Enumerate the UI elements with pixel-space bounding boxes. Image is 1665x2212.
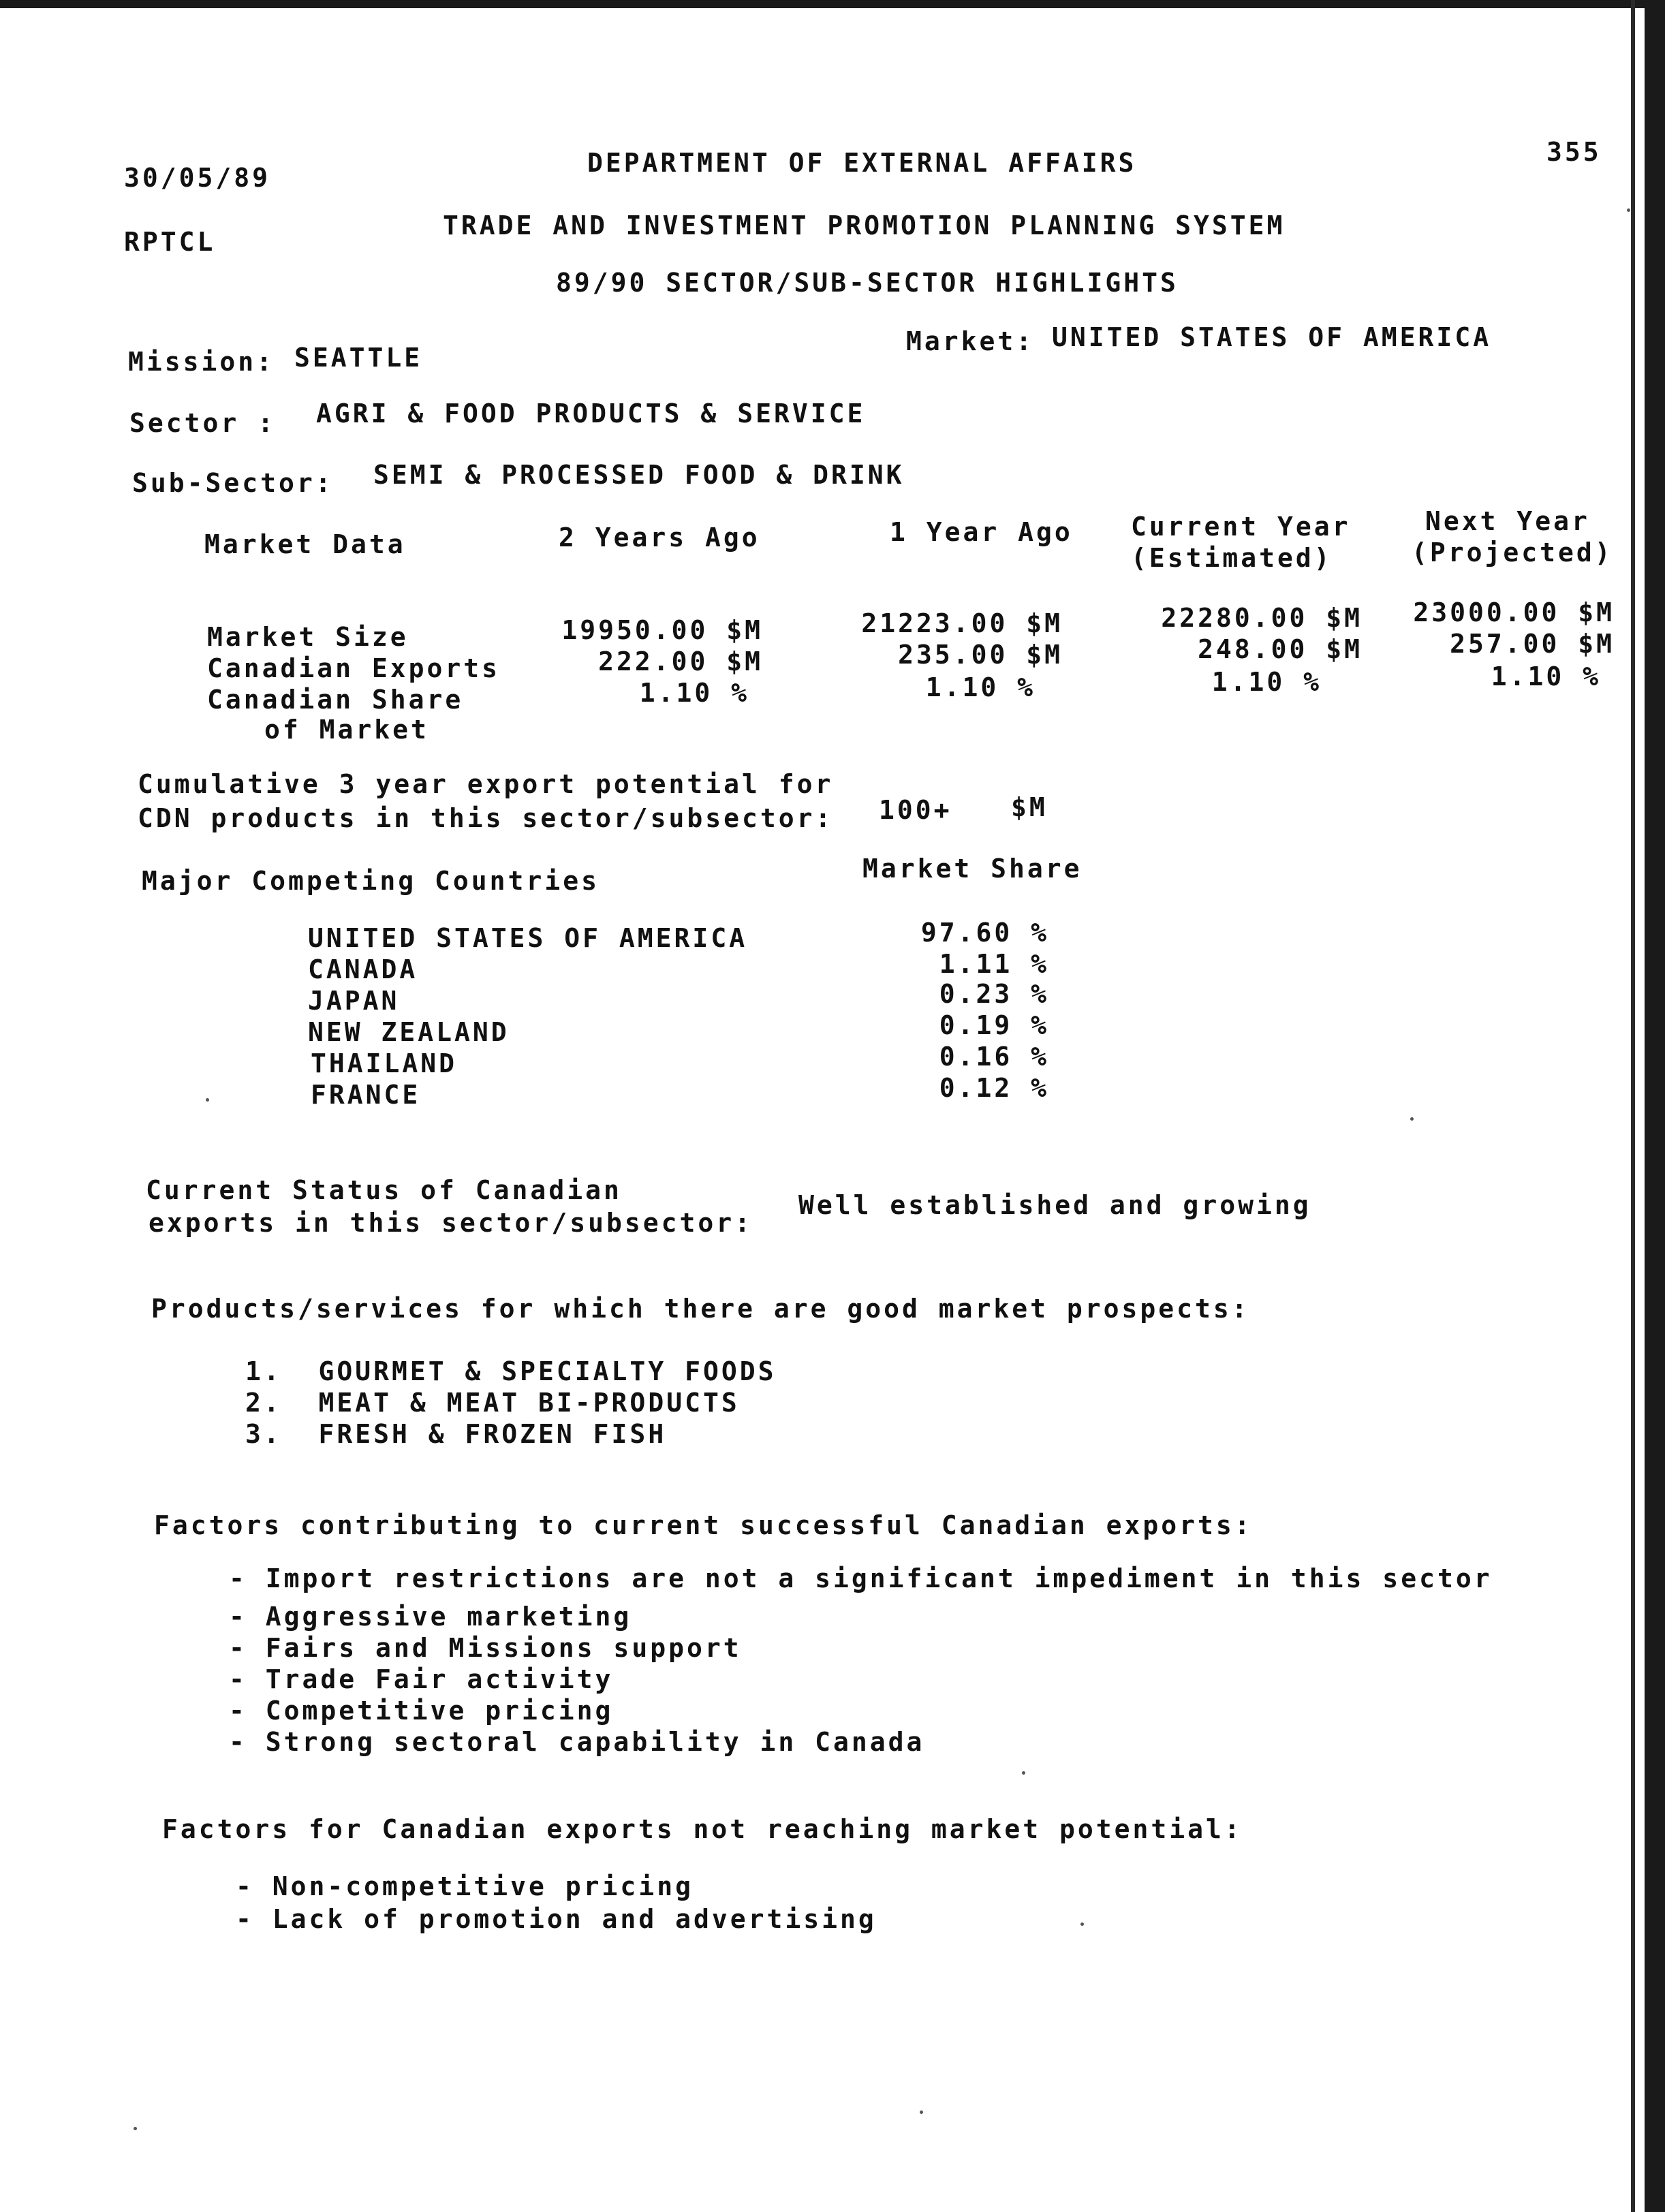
competitor-country: THAILAND — [311, 1048, 458, 1078]
competitor-share: 0.23 % — [939, 979, 1049, 1009]
barrier-factors-heading: Factors for Canadian exports not reaching market potential: — [162, 1814, 1243, 1844]
competitor-country: CANADA — [308, 954, 418, 984]
share-1-year-ago: 1.10 % — [925, 672, 1036, 702]
department-title: DEPARTMENT OF EXTERNAL AFFAIRS — [587, 148, 1137, 178]
row-label-canadian-share: Canadian Share — [207, 685, 464, 715]
potential-line-2: CDN products in this sector/subsector: — [138, 803, 834, 833]
report-title: 89/90 SECTOR/SUB-SECTOR HIGHLIGHTS — [556, 268, 1179, 298]
col-header-projected: (Projected) — [1412, 538, 1613, 567]
competitor-share: 0.19 % — [939, 1010, 1049, 1040]
scan-speck — [206, 1098, 209, 1102]
scan-speck — [1627, 208, 1630, 212]
row-label-of-market: of Market — [264, 715, 429, 745]
market-share-header: Market Share — [862, 854, 1083, 884]
scan-speck — [134, 2127, 137, 2130]
status-line-2: exports in this sector/subsector: — [149, 1208, 753, 1238]
competitor-country: NEW ZEALAND — [308, 1017, 510, 1047]
market-size-current-year: 22280.00 $M — [1161, 603, 1363, 633]
col-header-1-year-ago: 1 Year Ago — [890, 517, 1073, 547]
success-factor-item: - Competitive pricing — [229, 1696, 614, 1726]
system-title: TRADE AND INVESTMENT PROMOTION PLANNING SYSTEM — [443, 211, 1286, 240]
prospect-item: 2. MEAT & MEAT BI-PRODUCTS — [245, 1388, 740, 1418]
competitor-country: UNITED STATES OF AMERICA — [308, 923, 748, 953]
col-header-2-years-ago: 2 Years Ago — [559, 523, 760, 552]
scan-speck — [1080, 1922, 1084, 1926]
share-current-year: 1.10 % — [1211, 667, 1322, 697]
success-factor-item: - Fairs and Missions support — [229, 1633, 742, 1663]
prospect-item: 3. FRESH & FROZEN FISH — [245, 1419, 667, 1449]
success-factor-item: - Import restrictions are not a significant impediment in this sector — [229, 1563, 1493, 1593]
potential-line-1: Cumulative 3 year export potential for — [138, 769, 834, 799]
market-label: Market: — [906, 326, 1035, 356]
status-line-1: Current Status of Canadian — [146, 1175, 622, 1205]
sector-value: AGRI & FOOD PRODUCTS & SERVICE — [316, 399, 866, 429]
competitor-country: JAPAN — [308, 986, 400, 1016]
success-factor-item: - Strong sectoral capability in Canada — [229, 1727, 925, 1757]
competitor-share: 97.60 % — [920, 918, 1049, 948]
col-header-estimated: (Estimated) — [1131, 543, 1333, 573]
exports-2-years-ago: 222.00 $M — [598, 647, 763, 676]
competitor-share: 1.11 % — [939, 949, 1049, 979]
exports-next-year: 257.00 $M — [1450, 629, 1615, 659]
prospects-heading: Products/services for which there are good market prospects: — [151, 1294, 1250, 1324]
row-label-market-size: Market Size — [207, 622, 409, 652]
sector-label: Sector : — [129, 408, 277, 438]
market-size-2-years-ago: 19950.00 $M — [561, 615, 763, 645]
share-next-year: 1.10 % — [1491, 661, 1601, 691]
col-header-next-year: Next Year — [1425, 506, 1590, 536]
competitor-country: FRANCE — [311, 1080, 421, 1110]
prospect-item: 1. GOURMET & SPECIALTY FOODS — [245, 1356, 777, 1386]
barrier-factor-item: - Lack of promotion and advertising — [236, 1904, 877, 1934]
page-number: 355 — [1546, 137, 1602, 167]
potential-unit: $M — [1011, 792, 1048, 822]
row-label-canadian-exports: Canadian Exports — [207, 653, 501, 683]
report-code: RPTCL — [124, 227, 216, 257]
subsector-label: Sub-Sector: — [132, 468, 334, 498]
col-header-market-data: Market Data — [204, 529, 406, 559]
col-header-current-year: Current Year — [1131, 512, 1351, 542]
scan-speck — [1410, 1117, 1414, 1121]
success-factor-item: - Trade Fair activity — [229, 1664, 614, 1694]
exports-1-year-ago: 235.00 $M — [898, 640, 1063, 670]
status-value: Well established and growing — [798, 1190, 1311, 1220]
barrier-factor-item: - Non-competitive pricing — [236, 1871, 694, 1901]
success-factor-item: - Aggressive marketing — [229, 1602, 632, 1632]
scan-top-edge — [0, 0, 1665, 8]
success-factors-heading: Factors contributing to current successful Canadian exports: — [154, 1510, 1253, 1540]
market-value: UNITED STATES OF AMERICA — [1052, 322, 1492, 352]
competitor-share: 0.16 % — [939, 1042, 1049, 1072]
scan-right-edge — [1645, 0, 1665, 2212]
market-size-1-year-ago: 21223.00 $M — [861, 608, 1063, 638]
mission-label: Mission: — [128, 347, 275, 377]
mission-value: SEATTLE — [294, 343, 423, 373]
market-size-next-year: 23000.00 $M — [1413, 597, 1615, 627]
report-date: 30/05/89 — [124, 163, 271, 193]
competitors-header: Major Competing Countries — [142, 866, 600, 896]
scan-right-shadow — [1631, 0, 1635, 2212]
subsector-value: SEMI & PROCESSED FOOD & DRINK — [373, 460, 905, 490]
share-2-years-ago: 1.10 % — [639, 678, 749, 708]
scan-speck — [1022, 1771, 1025, 1775]
scan-speck — [920, 2110, 923, 2114]
potential-value: 100+ — [879, 795, 952, 825]
competitor-share: 0.12 % — [939, 1073, 1049, 1103]
exports-current-year: 248.00 $M — [1198, 634, 1363, 664]
